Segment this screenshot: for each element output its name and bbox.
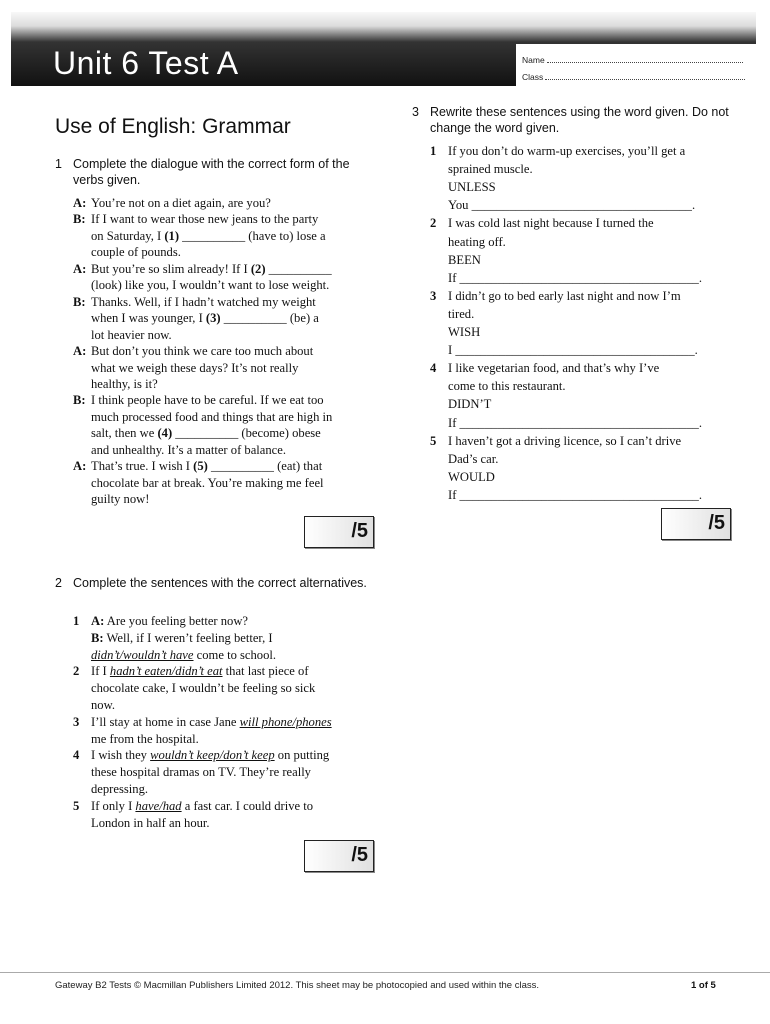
answer-alternatives: hadn’t eaten/didn’t eat <box>109 664 223 679</box>
dialogue-text <box>91 195 271 212</box>
rewrite-text: DIDN’T <box>448 397 492 412</box>
line-text: London in half an hour. <box>91 815 210 830</box>
line-text: come to school. <box>193 647 277 662</box>
rewrite-text: BEEN <box>448 252 481 267</box>
q1-number: 1 <box>55 157 62 171</box>
rewrite-text: sprained muscle. <box>448 162 533 177</box>
sentence-text <box>91 815 210 832</box>
line-text: on Saturday, I <box>91 228 165 243</box>
line-text: I wish they <box>91 748 151 763</box>
rewrite-text: You ___________________________________. <box>448 198 696 213</box>
rewrite-text: I was cold last night because I turned the <box>448 216 654 231</box>
sentence-text <box>91 747 329 764</box>
q1-score: /5 <box>351 520 368 542</box>
q2-instruction: Complete the sentences with the correct alternatives. <box>73 576 367 590</box>
q3-instruction: Rewrite these sentences using the word given. Do not change the word given. <box>430 105 729 135</box>
item-number: 2 <box>430 216 437 231</box>
dialogue-text <box>91 442 286 459</box>
q2-heading <box>55 575 375 609</box>
dialogue-text <box>91 475 324 492</box>
sentence-text <box>91 613 248 630</box>
rewrite-text: WOULD <box>448 469 495 484</box>
line-text: But don’t you think we care too much about <box>91 344 314 359</box>
item-number: 2 <box>73 664 80 679</box>
page-title: Unit 6 Test A <box>53 45 239 81</box>
speaker-label: B: <box>73 393 86 408</box>
line-text: __________ (have to) lose a <box>179 228 326 243</box>
name-class-box <box>516 44 756 86</box>
line-text: these hospital dramas on TV. They’re really <box>91 765 311 780</box>
item-number: 4 <box>73 748 80 763</box>
gap-number: (4) <box>157 426 173 441</box>
line-text: when I was younger, I <box>91 311 206 326</box>
sentence-text <box>91 663 309 680</box>
rewrite-text: Dad’s car. <box>448 451 499 466</box>
rewrite-text: I like vegetarian food, and that’s why I’ve <box>448 361 660 376</box>
dialogue-text <box>91 228 326 245</box>
sentence-text <box>91 731 199 748</box>
page-number: 1 of 5 <box>691 980 716 991</box>
line-text: on putting <box>274 748 330 763</box>
sentence-text <box>91 647 276 664</box>
speaker-label: A: <box>91 614 105 628</box>
speaker-label: A: <box>73 196 87 210</box>
q3-heading <box>412 104 732 138</box>
dialogue-text <box>91 491 149 508</box>
dialogue-text <box>91 261 332 278</box>
gap-number: (1) <box>164 228 180 243</box>
line-text: salt, then we <box>91 426 158 441</box>
line-text: guilty now! <box>91 492 150 507</box>
sentence-text <box>91 714 332 731</box>
line-text: a fast car. I could drive to <box>181 798 314 813</box>
sentence-text <box>91 798 313 815</box>
line-text: Well, if I weren’t feeling better, I <box>103 630 273 645</box>
rewrite-text: I ______________________________________. <box>448 343 698 358</box>
q1-instruction: Complete the dialogue with the correct form of the verbs given. <box>73 157 350 187</box>
sentence-text <box>91 781 148 798</box>
rewrite-text: If ______________________________________. <box>448 487 702 502</box>
rewrite-text: WISH <box>448 325 481 339</box>
line-text: chocolate bar at break. You’re making me feel <box>91 475 324 490</box>
copyright: Gateway B2 Tests © Macmillan Publishers Limited 2012. This sheet may be photocopied and used within the class. <box>55 980 540 991</box>
line-text: __________ (become) obese <box>172 426 321 441</box>
dialogue-text <box>91 376 158 393</box>
section-title: Use of English: Grammar <box>55 115 291 138</box>
q3-number: 3 <box>412 105 419 119</box>
line-text: __________ (be) a <box>220 311 319 326</box>
item-number: 5 <box>430 433 437 448</box>
class-line[interactable] <box>522 71 745 82</box>
dialogue-text <box>91 211 318 228</box>
class-label: Class <box>522 72 544 82</box>
speaker-label: A: <box>73 459 87 474</box>
line-text: chocolate cake, I wouldn’t be feeling so sick <box>91 681 316 696</box>
rewrite-text: come to this restaurant. <box>448 379 566 394</box>
line-text: that last piece of <box>222 664 309 679</box>
q3-score-box <box>661 508 731 540</box>
dialogue-text <box>91 343 313 360</box>
line-text: I think people have to be careful. If we eat too <box>91 393 324 408</box>
item-number: 5 <box>73 798 80 813</box>
rewrite-text: heating off. <box>448 234 506 249</box>
q3-score: /5 <box>708 512 725 534</box>
line-text: But you’re so slim already! If I <box>91 261 251 276</box>
dialogue-text <box>91 360 298 377</box>
line-text: much processed food and things that are high in <box>91 409 333 424</box>
item-number: 1 <box>430 144 437 158</box>
rewrite-text: I didn’t go to bed early last night and now I’m <box>448 288 681 303</box>
line-text: and unhealthy. It’s a matter of balance. <box>91 442 287 457</box>
item-number: 4 <box>430 361 437 376</box>
rewrite-text: If ______________________________________. <box>448 270 702 285</box>
line-text: couple of pounds. <box>91 245 181 260</box>
line-text: That’s true. I wish I <box>91 459 194 474</box>
q2-score: /5 <box>351 844 368 866</box>
rewrite-text: If you don’t do warm-up exercises, you’ll get a <box>448 144 686 158</box>
rewrite-text: If ______________________________________. <box>448 415 702 430</box>
rewrite-text: tired. <box>448 306 475 321</box>
rewrite-text: UNLESS <box>448 180 496 195</box>
sentence-text <box>91 697 115 714</box>
line-text: lot heavier now. <box>91 327 172 342</box>
footer <box>0 972 770 991</box>
dialogue-text <box>91 244 181 261</box>
q1-score-box <box>304 516 374 548</box>
speaker-label: B: <box>91 630 104 645</box>
speaker-label: A: <box>73 261 87 276</box>
dialogue-text <box>91 277 329 294</box>
line-text: (look) like you, I wouldn’t want to lose weight. <box>91 278 330 293</box>
gap-number: (5) <box>193 459 208 474</box>
name-line[interactable] <box>522 54 743 65</box>
item-number: 3 <box>430 288 437 303</box>
dialogue-text <box>91 392 324 409</box>
line-text: You’re not on a diet again, are you? <box>91 196 271 210</box>
line-text: I’ll stay at home in case Jane <box>91 714 240 729</box>
answer-alternatives: will phone/phones <box>239 714 332 729</box>
item-number: 3 <box>73 714 80 729</box>
line-text: depressing. <box>91 782 149 796</box>
line-text: If only I <box>91 798 136 813</box>
answer-alternatives: wouldn’t keep/don’t keep <box>150 748 275 763</box>
line-text: __________ (eat) that <box>207 459 323 474</box>
header-banner <box>11 12 756 86</box>
line-text: now. <box>91 698 116 712</box>
q2-number: 2 <box>55 576 62 590</box>
line-text: Thanks. Well, if I hadn’t watched my weight <box>91 294 316 309</box>
line-text: what we weigh these days? It’s not really <box>91 360 299 375</box>
dialogue-text <box>91 425 321 442</box>
sentence-text <box>91 764 311 781</box>
item-number: 1 <box>73 614 80 628</box>
line-text: Are you feeling better now? <box>104 614 249 628</box>
q1-heading <box>55 156 375 190</box>
dialogue-text <box>91 409 332 426</box>
gap-number: (2) <box>250 261 266 276</box>
speaker-label: B: <box>73 294 86 309</box>
line-text: me from the hospital. <box>91 731 199 746</box>
name-label: Name <box>522 55 545 65</box>
gap-number: (3) <box>205 311 221 326</box>
line-text: If I <box>91 664 110 679</box>
answer-alternatives: have/had <box>135 798 182 813</box>
sentence-text <box>91 630 273 647</box>
dialogue-text <box>91 327 172 344</box>
sentence-text <box>91 680 315 697</box>
line-text: If I want to wear those new jeans to the party <box>91 212 319 227</box>
speaker-label: A: <box>73 344 87 359</box>
line-text: __________ <box>265 261 332 276</box>
dialogue-text <box>91 294 316 311</box>
dialogue-text <box>91 310 319 327</box>
q2-score-box <box>304 840 374 872</box>
line-text: healthy, is it? <box>91 376 158 391</box>
answer-alternatives: didn’t/wouldn’t have <box>91 647 194 662</box>
rewrite-text: I haven’t got a driving licence, so I can’t drive <box>448 433 682 448</box>
speaker-label: B: <box>73 212 86 227</box>
dialogue-text <box>91 458 322 475</box>
